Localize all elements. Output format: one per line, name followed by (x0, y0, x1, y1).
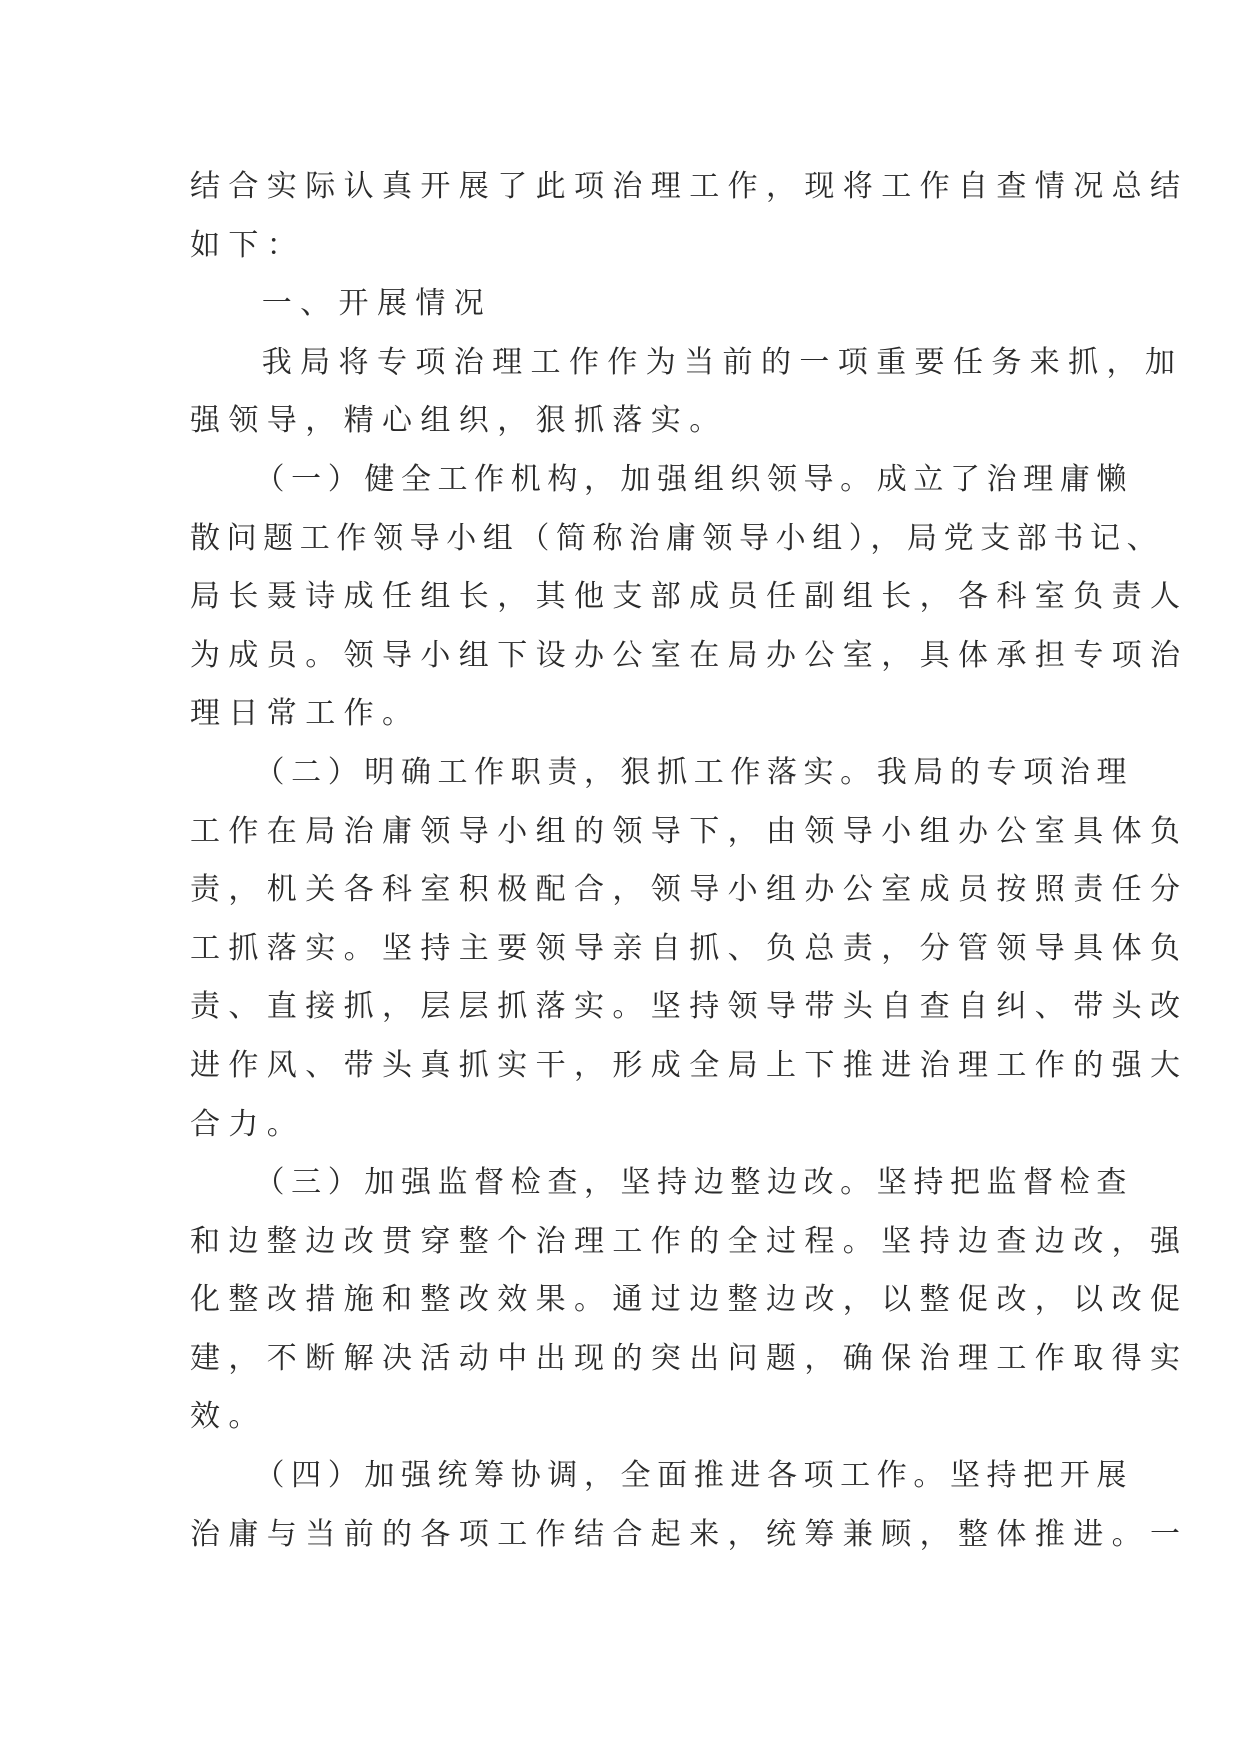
text-line: （四）加强统筹协调，全面推进各项工作。坚持把开展 (190, 1458, 1133, 1494)
text-line: 工抓落实。坚持主要领导亲自抓、负总责，分管领导具体负 (190, 930, 1189, 966)
text-line: 如下： (190, 227, 306, 263)
text-line: 理日常工作。 (190, 696, 421, 732)
text-line: 工作在局治庸领导小组的领导下，由领导小组办公室具体负 (190, 813, 1189, 849)
text-line: 责、直接抓，层层抓落实。坚持领导带头自查自纠、带头改 (190, 989, 1189, 1025)
text-line: 责，机关各科室积极配合，领导小组办公室成员按照责任分 (190, 872, 1189, 908)
text-line: 效。 (190, 1399, 267, 1435)
text-line: 和边整边改贯穿整个治理工作的全过程。坚持边查边改，强 (190, 1223, 1189, 1259)
text-line: 局长聂诗成任组长，其他支部成员任副组长，各科室负责人 (190, 579, 1189, 615)
text-line: 我局将专项治理工作作为当前的一项重要任务来抓，加 (190, 344, 1184, 380)
text-line: 结合实际认真开展了此项治理工作，现将工作自查情况总结 (190, 169, 1189, 204)
text-line: 散问题工作领导小组（简称治庸领导小组），局党支部书记、 (190, 520, 1164, 556)
text-line: 进作风、带头真抓实干，形成全局上下推进治理工作的强大 (190, 1047, 1189, 1083)
text-line: （一）健全工作机构，加强组织领导。成立了治理庸懒 (190, 461, 1133, 497)
text-line: 强领导，精心组织，狠抓落实。 (190, 403, 728, 439)
text-line: 治庸与当前的各项工作结合起来，统筹兼顾，整体推进。一 (190, 1516, 1189, 1552)
text-line: 合力。 (190, 1106, 306, 1142)
text-line: 化整改措施和整改效果。通过边整边改，以整促改，以改促 (190, 1282, 1189, 1318)
text-line: （二）明确工作职责，狠抓工作落实。我局的专项治理 (190, 754, 1133, 790)
section-heading: 一、开展情况 (190, 286, 493, 322)
text-line: （三）加强监督检查，坚持边整边改。坚持把监督检查 (190, 1165, 1133, 1201)
text-line: 为成员。领导小组下设办公室在局办公室，具体承担专项治 (190, 637, 1189, 673)
body-text (190, 158, 1189, 1564)
text-line: 建，不断解决活动中出现的突出问题，确保治理工作取得实 (190, 1340, 1189, 1376)
